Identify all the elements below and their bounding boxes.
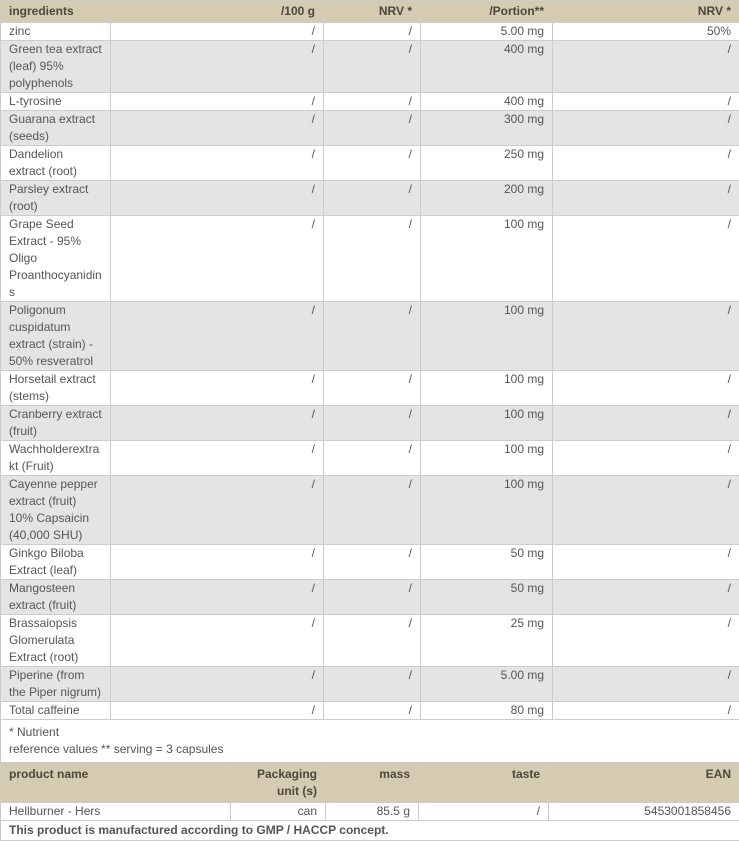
taste-cell: / <box>419 803 549 821</box>
per-portion-cell: 100 mg <box>421 406 553 441</box>
nrv-portion-cell: / <box>553 702 739 720</box>
nrv-portion-cell: 50% <box>553 23 739 41</box>
per-portion-cell: 400 mg <box>421 41 553 93</box>
nrv-portion-cell: / <box>553 146 739 181</box>
nrv-portion-cell: / <box>553 441 739 476</box>
nrv-cell: / <box>324 111 421 146</box>
col-header-packaging-unit: Packaging unit (s) <box>231 764 326 803</box>
ingredient-name-cell: zinc <box>1 23 111 41</box>
footnote-row <box>1 720 739 763</box>
ean-cell: 5453001858456 <box>549 803 739 821</box>
nrv-cell: / <box>324 41 421 93</box>
ingredient-row <box>1 545 739 580</box>
nrv-cell: / <box>324 181 421 216</box>
per-100g-cell: / <box>111 216 324 302</box>
ingredient-name-cell: L-tyrosine <box>1 93 111 111</box>
ingredient-name-cell: Piperine (from the Piper nigrum) <box>1 667 111 702</box>
ingredient-name-cell: Dandelion extract (root) <box>1 146 111 181</box>
nrv-cell: / <box>324 93 421 111</box>
per-portion-cell: 100 mg <box>421 216 553 302</box>
per-100g-cell: / <box>111 615 324 667</box>
ingredient-row <box>1 441 739 476</box>
per-portion-cell: 300 mg <box>421 111 553 146</box>
ingredient-row <box>1 93 739 111</box>
ingredient-name-cell: Brassaiopsis Glomerulata Extract (root) <box>1 615 111 667</box>
nrv-cell: / <box>324 476 421 545</box>
per-portion-cell: 200 mg <box>421 181 553 216</box>
col-header-ingredients: ingredients <box>1 1 111 23</box>
col-header-nrv-portion: NRV * <box>553 1 739 23</box>
ingredient-row <box>1 580 739 615</box>
per-portion-cell: 100 mg <box>421 371 553 406</box>
ingredient-row <box>1 302 739 371</box>
per-portion-cell: 100 mg <box>421 476 553 545</box>
per-100g-cell: / <box>111 93 324 111</box>
ingredient-row <box>1 406 739 441</box>
nrv-cell: / <box>324 545 421 580</box>
nrv-cell: / <box>324 406 421 441</box>
per-portion-cell: 5.00 mg <box>421 667 553 702</box>
ingredient-name-cell: Green tea extract (leaf) 95% polyphenols <box>1 41 111 93</box>
ingredients-header-row <box>1 1 739 23</box>
nrv-portion-cell: / <box>553 667 739 702</box>
ingredient-row <box>1 111 739 146</box>
per-portion-cell: 80 mg <box>421 702 553 720</box>
ingredient-name-cell: Horsetail extract (stems) <box>1 371 111 406</box>
footnote-line-2: reference values ** serving = 3 capsules <box>9 741 731 758</box>
nrv-cell: / <box>324 371 421 406</box>
nrv-portion-cell: / <box>553 476 739 545</box>
nrv-cell: / <box>324 667 421 702</box>
product-name-cell: Hellburner - Hers <box>1 803 231 821</box>
per-portion-cell: 250 mg <box>421 146 553 181</box>
per-100g-cell: / <box>111 371 324 406</box>
per-100g-cell: / <box>111 667 324 702</box>
col-header-mass: mass <box>326 764 419 803</box>
nrv-portion-cell: / <box>553 181 739 216</box>
ingredient-name-cell: Poligonum cuspidatum extract (strain) - 50% resveratrol <box>1 302 111 371</box>
ingredient-row <box>1 216 739 302</box>
nrv-portion-cell: / <box>553 545 739 580</box>
per-100g-cell: / <box>111 441 324 476</box>
mass-cell: 85.5 g <box>326 803 419 821</box>
nrv-portion-cell: / <box>553 371 739 406</box>
per-100g-cell: / <box>111 476 324 545</box>
nrv-portion-cell: / <box>553 302 739 371</box>
nrv-cell: / <box>324 580 421 615</box>
nrv-portion-cell: / <box>553 41 739 93</box>
packaging-unit-cell: can <box>231 803 326 821</box>
ingredient-name-cell: Total caffeine <box>1 702 111 720</box>
gmp-footer-text: This product is manufactured according to GMP / HACCP concept. <box>1 821 739 841</box>
ingredients-table-body <box>1 23 739 720</box>
ingredient-name-cell: Guarana extract (seeds) <box>1 111 111 146</box>
ingredient-name-cell: Cranberry extract (fruit) <box>1 406 111 441</box>
ingredient-row <box>1 23 739 41</box>
product-header-row <box>1 764 739 803</box>
ingredient-row <box>1 181 739 216</box>
ingredient-row <box>1 146 739 181</box>
ingredient-name-cell: Parsley extract (root) <box>1 181 111 216</box>
per-100g-cell: / <box>111 41 324 93</box>
per-portion-cell: 100 mg <box>421 302 553 371</box>
ingredient-row <box>1 41 739 93</box>
ingredient-row <box>1 615 739 667</box>
col-header-per-portion: /Portion** <box>421 1 553 23</box>
footnote-cell <box>1 720 739 763</box>
per-100g-cell: / <box>111 146 324 181</box>
per-portion-cell: 50 mg <box>421 580 553 615</box>
ingredient-name-cell: Cayenne pepper extract (fruit) 10% Capsaicin (40,000 SHU) <box>1 476 111 545</box>
gmp-footer-row <box>1 821 739 841</box>
per-100g-cell: / <box>111 23 324 41</box>
product-table <box>0 763 739 841</box>
ingredient-row <box>1 702 739 720</box>
per-100g-cell: / <box>111 406 324 441</box>
per-100g-cell: / <box>111 111 324 146</box>
col-header-product-name: product name <box>1 764 231 803</box>
col-header-per-100g: /100 g <box>111 1 324 23</box>
nrv-portion-cell: / <box>553 580 739 615</box>
per-portion-cell: 5.00 mg <box>421 23 553 41</box>
ingredient-row <box>1 667 739 702</box>
per-portion-cell: 50 mg <box>421 545 553 580</box>
per-100g-cell: / <box>111 580 324 615</box>
per-100g-cell: / <box>111 302 324 371</box>
nrv-cell: / <box>324 216 421 302</box>
per-portion-cell: 100 mg <box>421 441 553 476</box>
nrv-cell: / <box>324 302 421 371</box>
col-header-ean: EAN <box>549 764 739 803</box>
per-100g-cell: / <box>111 545 324 580</box>
nrv-cell: / <box>324 702 421 720</box>
nrv-portion-cell: / <box>553 216 739 302</box>
nrv-cell: / <box>324 23 421 41</box>
per-100g-cell: / <box>111 181 324 216</box>
nrv-cell: / <box>324 441 421 476</box>
ingredient-row <box>1 371 739 406</box>
ingredient-name-cell: Ginkgo Biloba Extract (leaf) <box>1 545 111 580</box>
ingredient-name-cell: Wachholderextrakt (Fruit) <box>1 441 111 476</box>
per-portion-cell: 400 mg <box>421 93 553 111</box>
nrv-portion-cell: / <box>553 111 739 146</box>
nrv-portion-cell: / <box>553 93 739 111</box>
per-100g-cell: / <box>111 702 324 720</box>
per-portion-cell: 25 mg <box>421 615 553 667</box>
nrv-cell: / <box>324 146 421 181</box>
ingredient-name-cell: Mangosteen extract (fruit) <box>1 580 111 615</box>
product-row <box>1 803 739 821</box>
nrv-portion-cell: / <box>553 615 739 667</box>
footnote-line-1: * Nutrient <box>9 724 731 741</box>
nrv-cell: / <box>324 615 421 667</box>
nrv-portion-cell: / <box>553 406 739 441</box>
ingredient-row <box>1 476 739 545</box>
ingredient-name-cell: Grape Seed Extract - 95% Oligo Proanthocyanidins <box>1 216 111 302</box>
col-header-nrv: NRV * <box>324 1 421 23</box>
col-header-taste: taste <box>419 764 549 803</box>
